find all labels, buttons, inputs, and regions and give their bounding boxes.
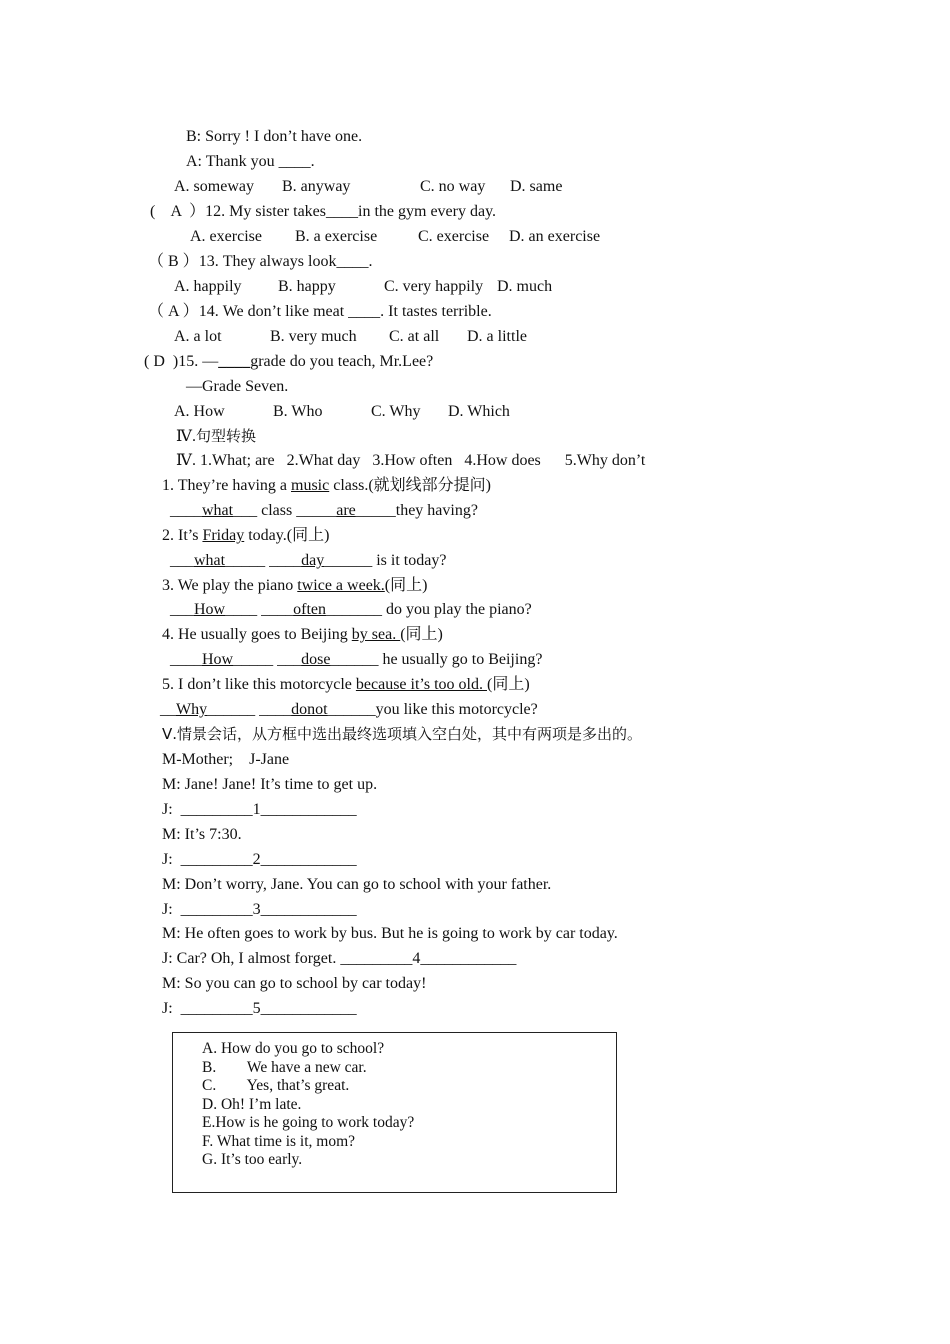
s4-item3-underlined: twice a week. — [297, 577, 385, 594]
q11-b-line: B: Sorry ! I don’t have one. — [186, 128, 363, 145]
dialogue-line-4: J: _________2____________ — [162, 851, 357, 868]
q14-question: 14. We don’t like meat ____. It tastes terrible. — [198, 303, 492, 320]
q12-answer-mark: ( A ） — [150, 203, 206, 220]
s4-item1-ans-pre: ____ — [170, 502, 202, 519]
q14-line — [148, 302, 492, 322]
s4-item2-underlined: Friday — [202, 527, 245, 544]
q15-line — [144, 352, 433, 372]
s4-item3-ans-mid: ____ ____ — [225, 601, 294, 618]
box-option-e: E.How is he going to work today? — [202, 1114, 415, 1131]
s4-item2-post: today.(同上) — [244, 527, 330, 544]
s4-item1-ans-mid: ___ class _____ — [233, 502, 337, 519]
q15-option-d: D. Which — [448, 403, 510, 420]
s4-item2-ans-mid: _____ ____ — [225, 552, 302, 569]
q14-option-c: C. at all — [389, 328, 440, 345]
s4-item1-answer — [170, 501, 478, 521]
section5-roles: M-Mother; J-Jane — [162, 751, 290, 768]
q12-line — [150, 202, 496, 222]
s4-item5-post: (同上) — [486, 676, 530, 693]
q12-option-a: A. exercise — [190, 228, 262, 245]
q12-option-b: B. a exercise — [295, 228, 378, 245]
s4-item4-ans1: How — [202, 651, 234, 668]
q13-option-b: B. happy — [278, 278, 336, 295]
s4-item4-ans-mid: _____ ___ — [233, 651, 302, 668]
s4-item2-answer — [170, 551, 446, 571]
dialogue-line-6: J: _________3____________ — [162, 901, 357, 918]
s4-item2-ans-pre: ___ — [170, 552, 194, 569]
q11-a-line: A: Thank you ____. — [186, 153, 315, 170]
s4-item5-ans-post: ______you like this motorcycle? — [327, 701, 538, 718]
s4-item3-ans1: How — [194, 601, 226, 618]
s4-item1-pre: 1. They’re having a — [162, 477, 291, 494]
s4-item4-underlined: by sea. — [351, 626, 401, 643]
q15-options — [0, 402, 950, 422]
dialogue-line-10: J: _________5____________ — [162, 1000, 357, 1017]
q12-options — [0, 227, 950, 247]
q14-option-b: B. very much — [270, 328, 357, 345]
s4-item1-question — [162, 476, 491, 496]
section5-heading: Ⅴ.情景会话，从方框中选出最终选项填入空白处，其中有两项是多出的。 — [162, 725, 643, 743]
s4-item2-ans2: day — [301, 552, 325, 569]
q13-option-d: D. much — [497, 278, 553, 295]
s4-item5-underlined: because it’s too old. — [355, 676, 487, 693]
s4-item3-question — [162, 576, 427, 596]
s4-item4-question — [162, 625, 443, 645]
q13-answer-mark: （ B ） — [148, 253, 199, 270]
dialogue-line-2: J: _________1____________ — [162, 801, 357, 818]
s4-item5-pre: 5. I don’t like this motorcycle — [162, 676, 356, 693]
q12-option-c: C. exercise — [418, 228, 490, 245]
box-option-a: A. How do you go to school? — [202, 1040, 385, 1057]
s4-item4-ans-pre: ____ — [170, 651, 202, 668]
s4-item1-post: class.(就划线部分提问) — [329, 477, 491, 494]
s4-item5-question — [162, 675, 530, 695]
q15-option-a: A. How — [174, 403, 225, 420]
q14-option-a: A. a lot — [174, 328, 222, 345]
q15-answer-mark: ( D ) — [144, 353, 179, 370]
dialogue-line-9: M: So you can go to school by car today! — [162, 975, 427, 992]
q14-option-d: D. a little — [467, 328, 527, 345]
q13-option-a: A. happily — [174, 278, 242, 295]
dialogue-line-1: M: Jane! Jane! It’s time to get up. — [162, 776, 378, 793]
q15-question-blank: ____ — [218, 353, 251, 370]
box-option-b: B. We have a new car. — [202, 1059, 367, 1076]
s4-item2-question — [162, 526, 329, 546]
s4-item5-ans-mid: ______ ____ — [207, 701, 292, 718]
s4-item4-ans2: dose — [301, 651, 331, 668]
q12-option-d: D. an exercise — [509, 228, 601, 245]
answer-options-box — [172, 1032, 617, 1193]
q13-option-c: C. very happily — [384, 278, 484, 295]
s4-item4-answer — [170, 650, 542, 670]
s4-item3-ans2: often — [293, 601, 326, 618]
box-option-d: D. Oh! I’m late. — [202, 1096, 302, 1113]
dialogue-line-5: M: Don’t worry, Jane. You can go to school with your father. — [162, 876, 552, 893]
q11-option-a: A. someway — [174, 178, 254, 195]
s4-item3-pre: 3. We play the piano — [162, 577, 298, 594]
box-option-c: C. Yes, that’s great. — [202, 1077, 350, 1094]
s4-item3-ans-post: _______ do you play the piano? — [325, 601, 532, 618]
s4-item4-ans-post: ______ he usually go to Beijing? — [330, 651, 543, 668]
s4-item5-ans1: Why — [176, 701, 208, 718]
q15-reply: —Grade Seven. — [186, 378, 289, 395]
q12-question: 12. My sister takes____in the gym every day. — [205, 203, 497, 220]
s4-item5-ans2: donot — [291, 701, 328, 718]
s4-item5-answer — [160, 700, 538, 720]
s4-item1-ans-post: _____they having? — [355, 502, 478, 519]
q15-question-pre: 15. — — [178, 353, 219, 370]
section4-answer-line: Ⅳ. 1.What; are 2.What day 3.How often 4.How does 5.Why don’t — [176, 452, 646, 469]
s4-item4-pre: 4. He usually goes to Beijing — [162, 626, 352, 643]
q13-options — [0, 277, 950, 297]
dialogue-line-3: M: It’s 7:30. — [162, 826, 242, 843]
q14-options — [0, 327, 950, 347]
s4-item3-ans-pre: ___ — [170, 601, 194, 618]
s4-item2-ans-post: ______ is it today? — [324, 552, 447, 569]
q11-options — [0, 177, 950, 197]
section4-heading — [176, 426, 256, 446]
s4-item5-ans-pre: __ — [160, 701, 176, 718]
s4-item3-post: (同上) — [384, 577, 428, 594]
q14-answer-mark: （ A ） — [148, 303, 199, 320]
s4-item1-underlined: music — [291, 477, 330, 494]
s4-item1-ans2: are — [336, 502, 356, 519]
q11-option-c: C. no way — [420, 178, 486, 195]
s4-item4-post: (同上) — [400, 626, 443, 643]
dialogue-line-8: J: Car? Oh, I almost forget. _________4____________ — [162, 950, 517, 967]
s4-item2-pre: 2. It’s — [162, 527, 203, 544]
box-option-f: F. What time is it, mom? — [202, 1133, 356, 1150]
q15-option-b: B. Who — [273, 403, 323, 420]
q15-option-c: C. Why — [371, 403, 421, 420]
box-option-g: G. It’s too early. — [202, 1151, 303, 1168]
s4-item3-answer — [170, 600, 532, 620]
s4-item1-ans1: what — [202, 502, 234, 519]
s4-item2-ans1: what — [194, 552, 226, 569]
q13-line — [148, 252, 372, 272]
q13-question: 13. They always look____. — [198, 253, 373, 270]
q15-question-post: grade do you teach, Mr.Lee? — [250, 353, 434, 370]
q11-option-d: D. same — [510, 178, 563, 195]
section4-heading-cn: 句型转换 — [195, 427, 256, 445]
dialogue-line-7: M: He often goes to work by bus. But he is going to work by car today. — [162, 925, 618, 942]
q11-option-b: B. anyway — [282, 178, 351, 195]
section4-heading-roman: Ⅳ. — [176, 428, 196, 445]
